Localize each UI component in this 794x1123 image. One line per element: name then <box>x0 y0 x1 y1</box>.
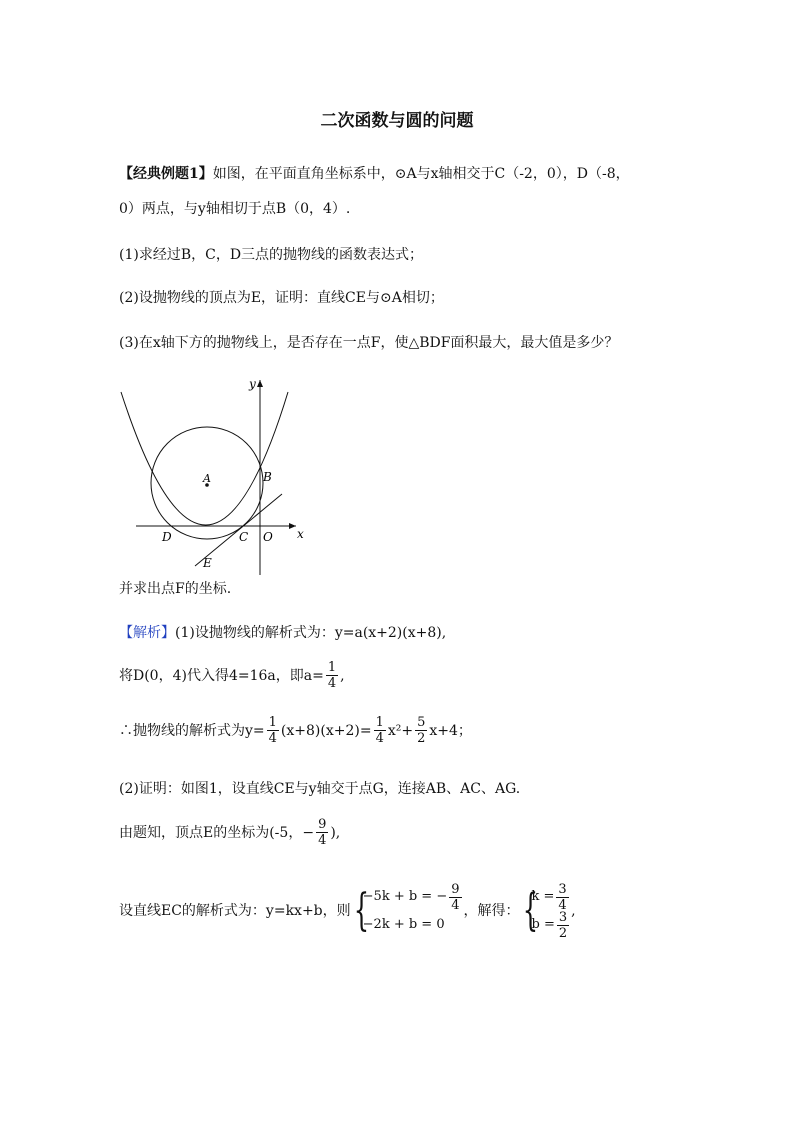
result-b: b = $\frac{3}{2}$ <box>531 909 568 941</box>
fraction: $\frac{9}{4}$ <box>318 817 327 848</box>
result-k: k = $\frac{3}{4}$ <box>531 881 567 913</box>
label-x: x <box>297 527 304 541</box>
example-text-1: 如图，在平面直角坐标系中，⊙A与x轴相交于C（-2，0），D（-8， <box>212 166 630 182</box>
solution-system: { k = $\frac{3}{4}$ b = $\frac{3}{2}$ <box>520 884 572 938</box>
fraction-a: $\frac{1}{4}$ <box>327 660 337 691</box>
equation-1: −5k + b = − $\frac{9}{4}$ <box>362 881 460 913</box>
solution-text-2: 将D(0，4)代入得4=16a，即a= <box>119 667 324 684</box>
solution-line-3: ∴抛物线的解析式为y= $\frac{1}{4}$ (x+8)(x+2)= $\frac{1}{4}$ x²+ $\frac{5}{2}$ x+4； <box>119 715 472 746</box>
page-title: 二次函数与圆的问题 <box>320 111 474 131</box>
fraction: $\frac{5}{2}$ <box>417 715 426 746</box>
question-3-end: 并求出点F的坐标. <box>119 581 232 597</box>
solution-line-5: 由题知，顶点E的坐标为(-5，− $\frac{9}{4}$ ), <box>119 817 341 848</box>
question-3: (3)在x轴下方的抛物线上，是否存在一点F，使△BDF面积最大，最大值是多少？ <box>119 335 619 351</box>
solution-line-4: (2)证明：如图1，设直线CE与y轴交于点G，连接AB、AC、AG. <box>119 781 521 797</box>
label-o: O <box>263 530 273 544</box>
fraction: $\frac{1}{4}$ <box>268 715 277 746</box>
question-2: (2)设抛物线的顶点为E，证明：直线CE与⊙A相切； <box>119 290 444 306</box>
equation-system: { −5k + b = − $\frac{9}{4}$ −2k + b = 0 <box>351 884 464 938</box>
fraction: $\frac{1}{4}$ <box>375 715 384 746</box>
label-b: B <box>263 470 272 484</box>
solution-text-1: (1)设抛物线的解析式为：y=a(x+2)(x+8), <box>175 625 447 641</box>
solution-line-6: 设直线EC的解析式为：y=kx+b，则 { −5k + b = − $\frac{9}{4}$ −2k + b = 0 ，解得： { k = $\frac{3}{4}$ b = $\frac{3}{2}$ , <box>119 881 576 941</box>
equation-2: −2k + b = 0 <box>362 917 445 932</box>
label-d: D <box>162 530 172 544</box>
y-axis-arrow <box>257 380 263 387</box>
example-line-2: 0）两点，与y轴相切于点B（0，4）. <box>119 201 351 217</box>
label-a: A <box>203 472 211 485</box>
label-e: E <box>203 556 212 570</box>
label-y: y <box>249 377 256 391</box>
label-c: C <box>239 530 249 544</box>
parabola <box>121 392 288 525</box>
example-line-1 <box>119 163 630 185</box>
example-tag: 【经典例题1】 <box>119 166 213 182</box>
x-axis-arrow <box>289 523 296 529</box>
solution-tag: 【解析】 <box>119 625 175 641</box>
solution-line-2: 将D(0，4)代入得4=16a，即a= $\frac{1}{4}$ , <box>119 660 345 691</box>
solution-line-1 <box>119 622 446 644</box>
figure <box>117 375 317 575</box>
question-1: (1)求经过B，C，D三点的抛物线的函数表达式； <box>119 247 424 263</box>
